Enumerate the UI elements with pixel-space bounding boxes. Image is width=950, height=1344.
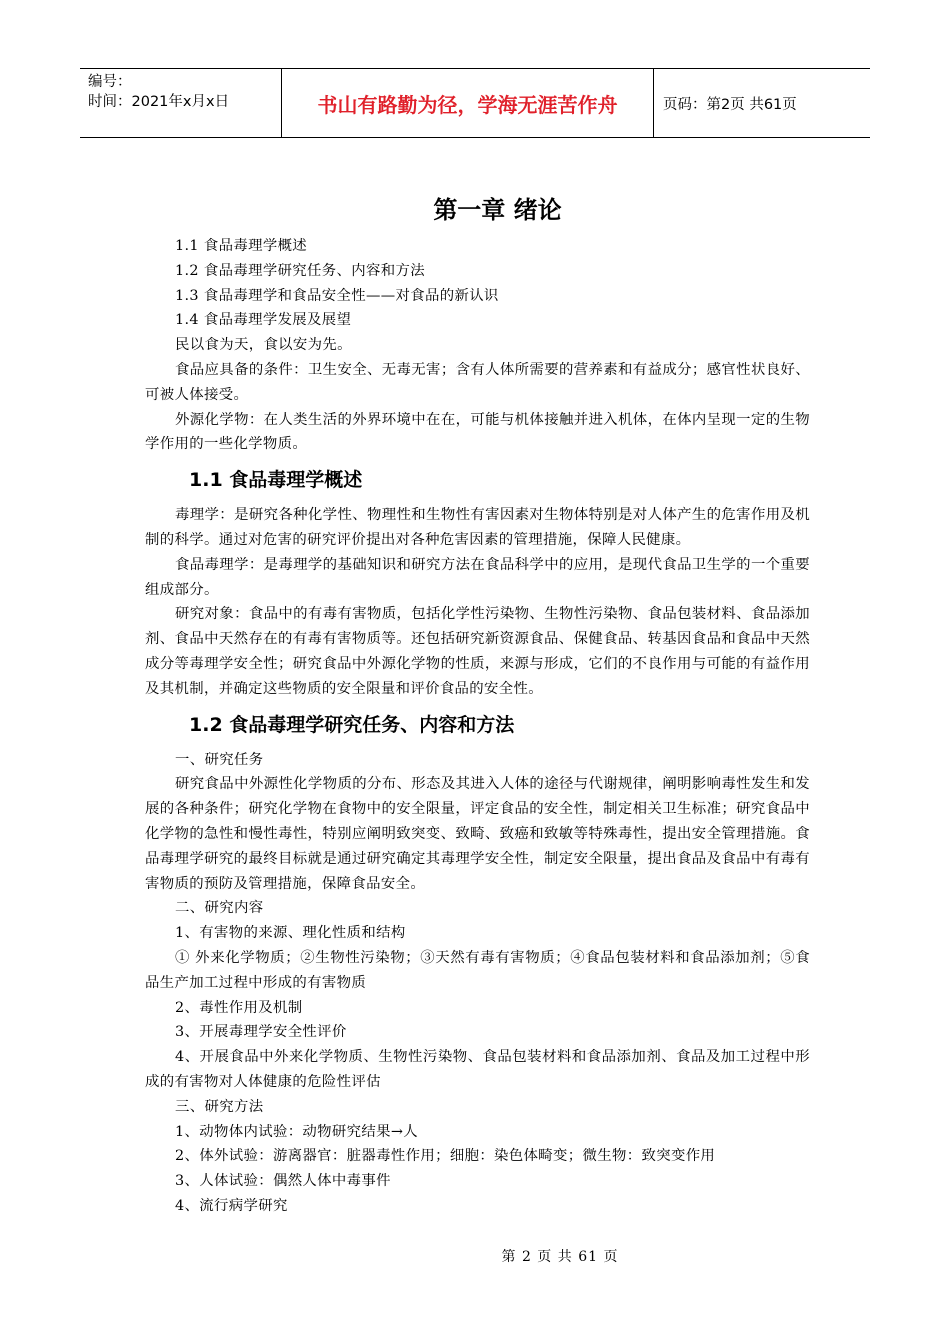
header-meta <box>80 69 282 137</box>
intro-paragraph: 外源化学物：在人类生活的外界环境中在在，可能与机体接触并进入机体，在体内呈现一定的生物学作用的一些化学物质。 <box>145 411 810 453</box>
section2-paragraph: ① 外来化学物质；②生物性污染物；③天然有毒有害物质；④食品包装材料和食品添加剂；⑤食品生产加工过程中形成的有害物质 <box>145 949 810 991</box>
page-header <box>80 68 870 138</box>
header-slogan: 书山有路勤为径，学海无涯苦作舟 <box>282 69 654 137</box>
date-label: 时间：2021年x月x日 <box>88 94 230 110</box>
section2-paragraph: 一、研究任务 <box>175 751 264 768</box>
section2-paragraph: 3、开展毒理学安全性评价 <box>175 1024 347 1041</box>
intro-paragraph: 民以食为天，食以安为先。 <box>175 337 352 354</box>
section1-paragraph: 毒理学：是研究各种化学性、物理性和生物性有害因素对生物体特别是对人体产生的危害作用及机制的科学。通过对危害的研究评价提出对各种危害因素的管理措施，保障人民健康。 <box>145 507 810 548</box>
toc-item: 1.1 食品毒理学概述 <box>175 238 308 254</box>
section2-paragraph: 1、有害物的来源、理化性质和结构 <box>175 925 406 942</box>
section2-paragraph: 4、流行病学研究 <box>175 1197 288 1214</box>
section1-paragraph: 研究对象：食品中的有毒有害物质，包括化学性污染物、生物性污染物、食品包装材料、食品添加剂、食品中天然存在的有毒有害物质等。还包括研究新资源食品、保健食品、转基因食品和食品中天然成分等毒理学安全性；研究食品中外源化学物的性质，来源与形成，它们的不良作用与可能的有益作用及其机制，并确定这些物质的安全限量和评价食品的安全性。 <box>145 606 810 697</box>
toc-item: 1.4 食品毒理学发展及展望 <box>175 312 352 329</box>
header-page-info: 页码：第2页 共61页 <box>663 96 797 113</box>
page-footer: 第 2 页 共 61 页 <box>501 1249 619 1265</box>
section2-paragraph: 三、研究方法 <box>175 1098 264 1115</box>
section2-paragraph: 4、开展食品中外来化学物质、生物性污染物、食品包装材料和食品添加剂、食品及加工过程中形成的有害物对人体健康的危险性评估 <box>145 1049 810 1090</box>
number-label: 编号： <box>88 74 132 90</box>
section2-paragraph: 3、人体试验：偶然人体中毒事件 <box>175 1173 391 1190</box>
section2-paragraph: 二、研究内容 <box>175 900 264 917</box>
section-heading-1-1: 1.1 食品毒理学概述 <box>189 469 363 492</box>
section-heading-1-2: 1.2 食品毒理学研究任务、内容和方法 <box>189 713 515 736</box>
document-body <box>145 190 810 1219</box>
toc-item: 1.3 食品毒理学和食品安全性——对食品的新认识 <box>175 287 499 304</box>
section1-paragraph: 食品毒理学：是毒理学的基础知识和研究方法在食品科学中的应用，是现代食品卫生学的一个重要组成部分。 <box>145 556 810 598</box>
chapter-title: 第一章 绪论 <box>433 196 562 224</box>
section2-paragraph: 1、动物体内试验：动物研究结果→人 <box>175 1123 419 1140</box>
section2-paragraph: 2、毒性作用及机制 <box>175 999 303 1016</box>
section2-paragraph: 研究食品中外源性化学物质的分布、形态及其进入人体的途径与代谢规律，阐明影响毒性发生和发展的各种条件；研究化学物在食物中的安全限量，评定食品的安全性，制定相关卫生标准；研究食品中化学物的急性和慢性毒性，特别应阐明致突变、致畸、致癌和致敏等特殊毒性，提出安全管理措施。食品毒理学研究的最终目标就是通过研究确定其毒理学安全性，制定安全限量，提出食品及食品中有毒有害物质的预防及管理措施，保障食品安全。 <box>145 776 810 892</box>
toc-item: 1.2 食品毒理学研究任务、内容和方法 <box>175 262 425 279</box>
intro-paragraph: 食品应具备的条件：卫生安全、无毒无害；含有人体所需要的营养素和有益成分；感官性状良好、可被人体接受。 <box>145 361 810 403</box>
section2-paragraph: 2、体外试验：游离器官：脏器毒性作用；细胞：染色体畸变；微生物：致突变作用 <box>175 1148 716 1165</box>
